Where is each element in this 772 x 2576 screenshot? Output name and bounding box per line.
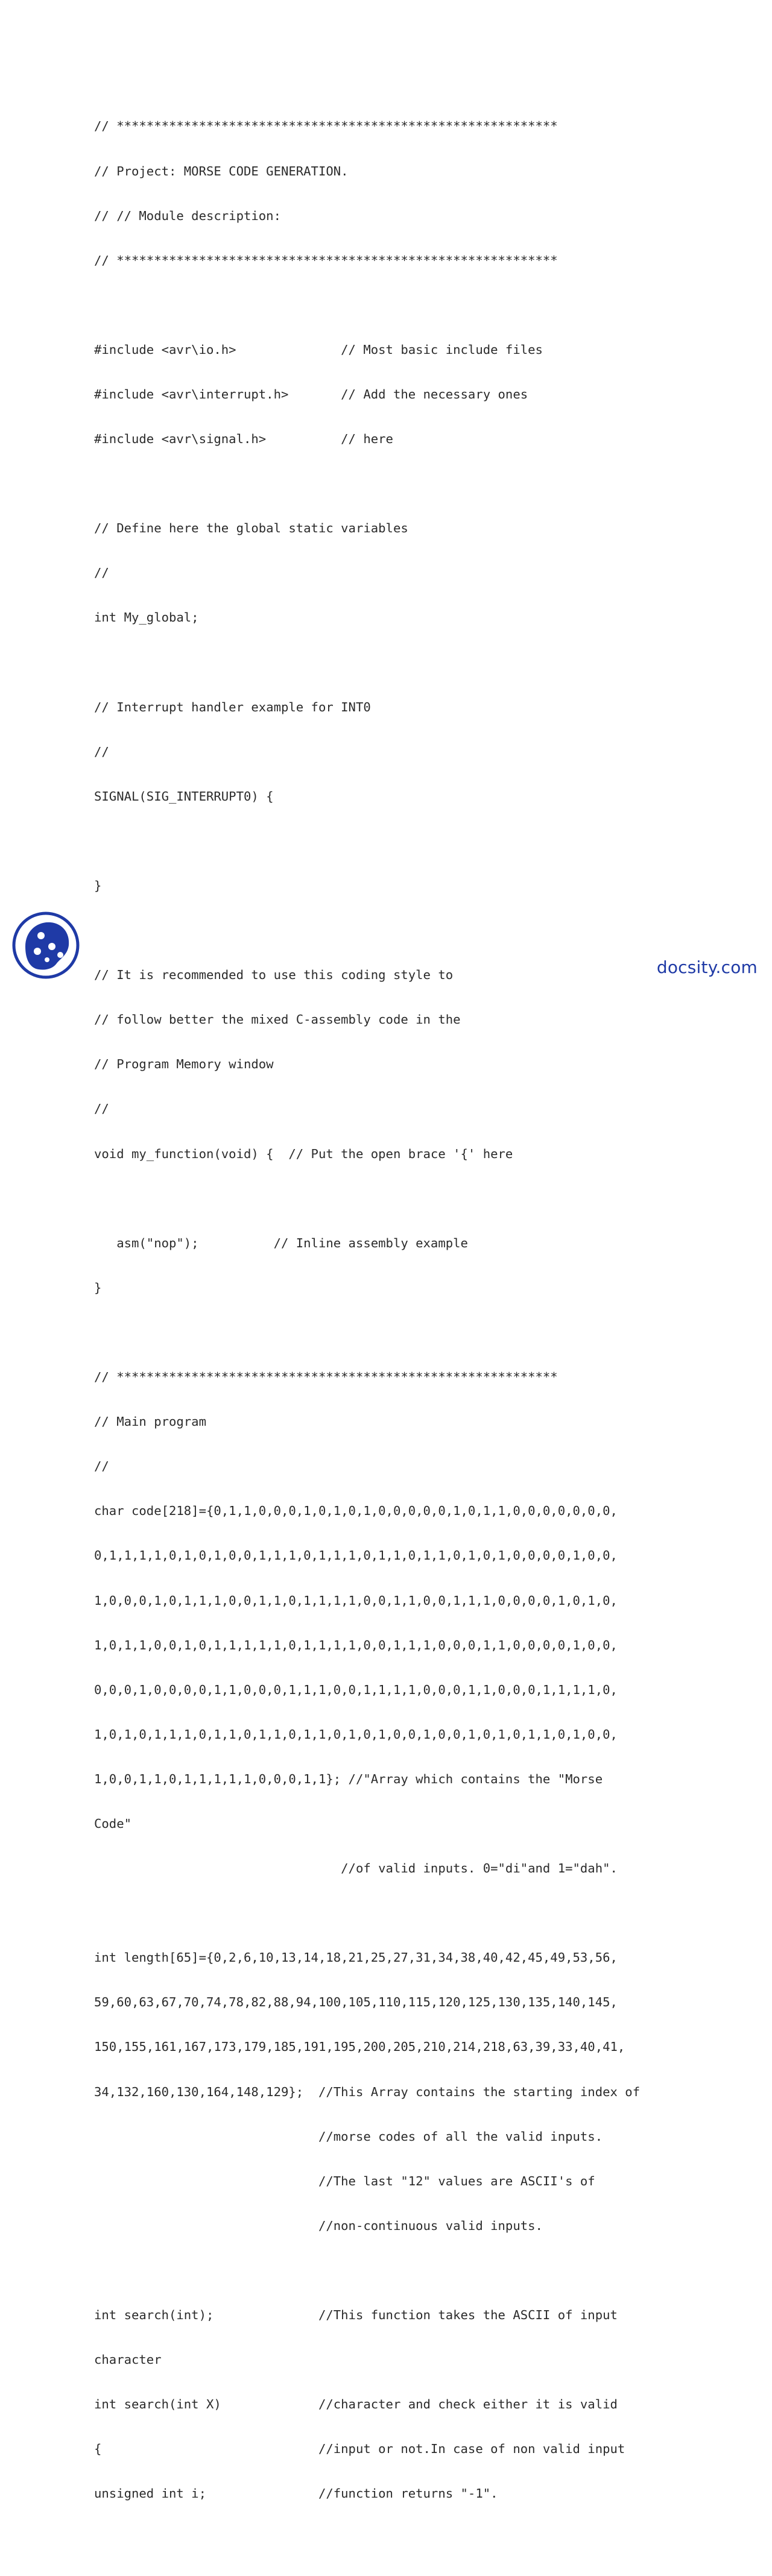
code-line [94,834,758,849]
code-line [94,923,758,938]
code-line [94,1325,758,1340]
code-line: 1,0,1,0,1,1,1,0,1,1,0,1,1,0,1,1,0,1,0,1,0,0,1,0,0,1,0,1,0,1,1,0,1,0,0, [94,1727,618,1742]
code-line: // Project: MORSE CODE GENERATION. [94,163,349,178]
code-line: character [94,2352,162,2367]
code-line: 150,155,161,167,173,179,185,191,195,200,205,210,214,218,63,39,33,40,41, [94,2039,625,2055]
code-line: { //input or not.In case of non valid input [94,2442,625,2457]
code-line: // [94,1101,109,1116]
code-line: // It is recommended to use this coding style to [94,968,454,983]
code-line: //non-continuous valid inputs. [94,2218,543,2233]
code-line: // // Module description: [94,208,281,223]
code-line: } [94,1280,102,1295]
code-line [94,1191,758,1206]
code-line: //morse codes of all the valid inputs. [94,2129,603,2144]
code-line: // [94,565,109,581]
code-line: // [94,744,109,759]
code-line: 0,1,1,1,1,0,1,0,1,0,0,1,1,1,0,1,1,1,0,1,1,0,1,1,0,1,0,1,0,0,0,0,1,0,0, [94,1548,618,1563]
code-line [94,1906,758,1921]
code-listing [94,89,758,2576]
code-line: 0,0,0,1,0,0,0,0,1,1,0,0,0,1,1,1,0,0,1,1,1,1,0,0,0,1,1,0,0,0,1,1,1,1,0, [94,1682,618,1697]
code-line: // *********************************************************** [94,119,558,134]
code-line: 1,0,0,0,1,0,1,1,1,0,0,1,1,0,1,1,1,1,0,0,1,1,0,0,1,1,1,0,0,0,0,1,0,1,0, [94,1593,618,1608]
code-line: } [94,878,102,893]
code-line: #include <avr\signal.h> // here [94,432,393,447]
code-line: Code" [94,1816,131,1831]
code-line: // [94,1459,109,1474]
code-line: // Program Memory window [94,1057,274,1072]
code-line: int My_global; [94,610,199,625]
code-line [94,655,758,670]
code-line: // follow better the mixed C-assembly code in the [94,1012,461,1027]
code-line: char code[218]={0,1,1,0,0,0,1,0,1,0,1,0,0,0,0,0,1,0,1,1,0,0,0,0,0,0,0, [94,1504,618,1519]
code-line: 1,0,0,1,1,0,1,1,1,1,1,0,0,0,1,1}; //"Array which contains the "Morse [94,1771,603,1786]
code-line: int length[65]={0,2,6,10,13,14,18,21,25,27,31,34,38,40,42,45,49,53,56, [94,1950,618,1965]
code-line [94,2531,758,2546]
code-line: // Interrupt handler example for INT0 [94,699,371,714]
code-line: //The last "12" values are ASCII's of [94,2173,595,2188]
code-line: int search(int X) //character and check either it is valid [94,2397,618,2412]
code-line: // *********************************************************** [94,1370,558,1385]
code-line: unsigned int i; //function returns "-1". [94,2486,498,2501]
code-line: void my_function(void) { // Put the open brace '{' here [94,1146,513,1161]
code-line: SIGNAL(SIG_INTERRUPT0) { [94,789,274,804]
code-line: //of valid inputs. 0="di"and 1="dah". [94,1861,618,1876]
code-line: // Main program [94,1414,206,1429]
code-line [94,298,758,313]
code-line: // *********************************************************** [94,253,558,268]
docsity-brand-link[interactable]: docsity.com [656,957,758,977]
code-line: #include <avr\interrupt.h> // Add the necessary ones [94,386,528,402]
code-line: int search(int); //This function takes the ASCII of input [94,2308,618,2322]
code-line: 59,60,63,67,70,74,78,82,88,94,100,105,110,115,120,125,130,135,140,145, [94,1995,618,2010]
code-line [94,2263,758,2278]
docsity-logo-icon [12,912,80,979]
code-line: 34,132,160,130,164,148,129}; //This Array contains the starting index of [94,2084,641,2099]
code-line [94,476,758,491]
code-line: 1,0,1,1,0,0,1,0,1,1,1,1,1,0,1,1,1,1,0,0,1,1,1,0,0,0,1,1,0,0,0,0,1,0,0, [94,1637,618,1652]
code-line: // Define here the global static variables [94,521,408,536]
code-line: asm("nop"); // Inline assembly example [94,1235,468,1250]
code-line: #include <avr\io.h> // Most basic include files [94,342,543,357]
